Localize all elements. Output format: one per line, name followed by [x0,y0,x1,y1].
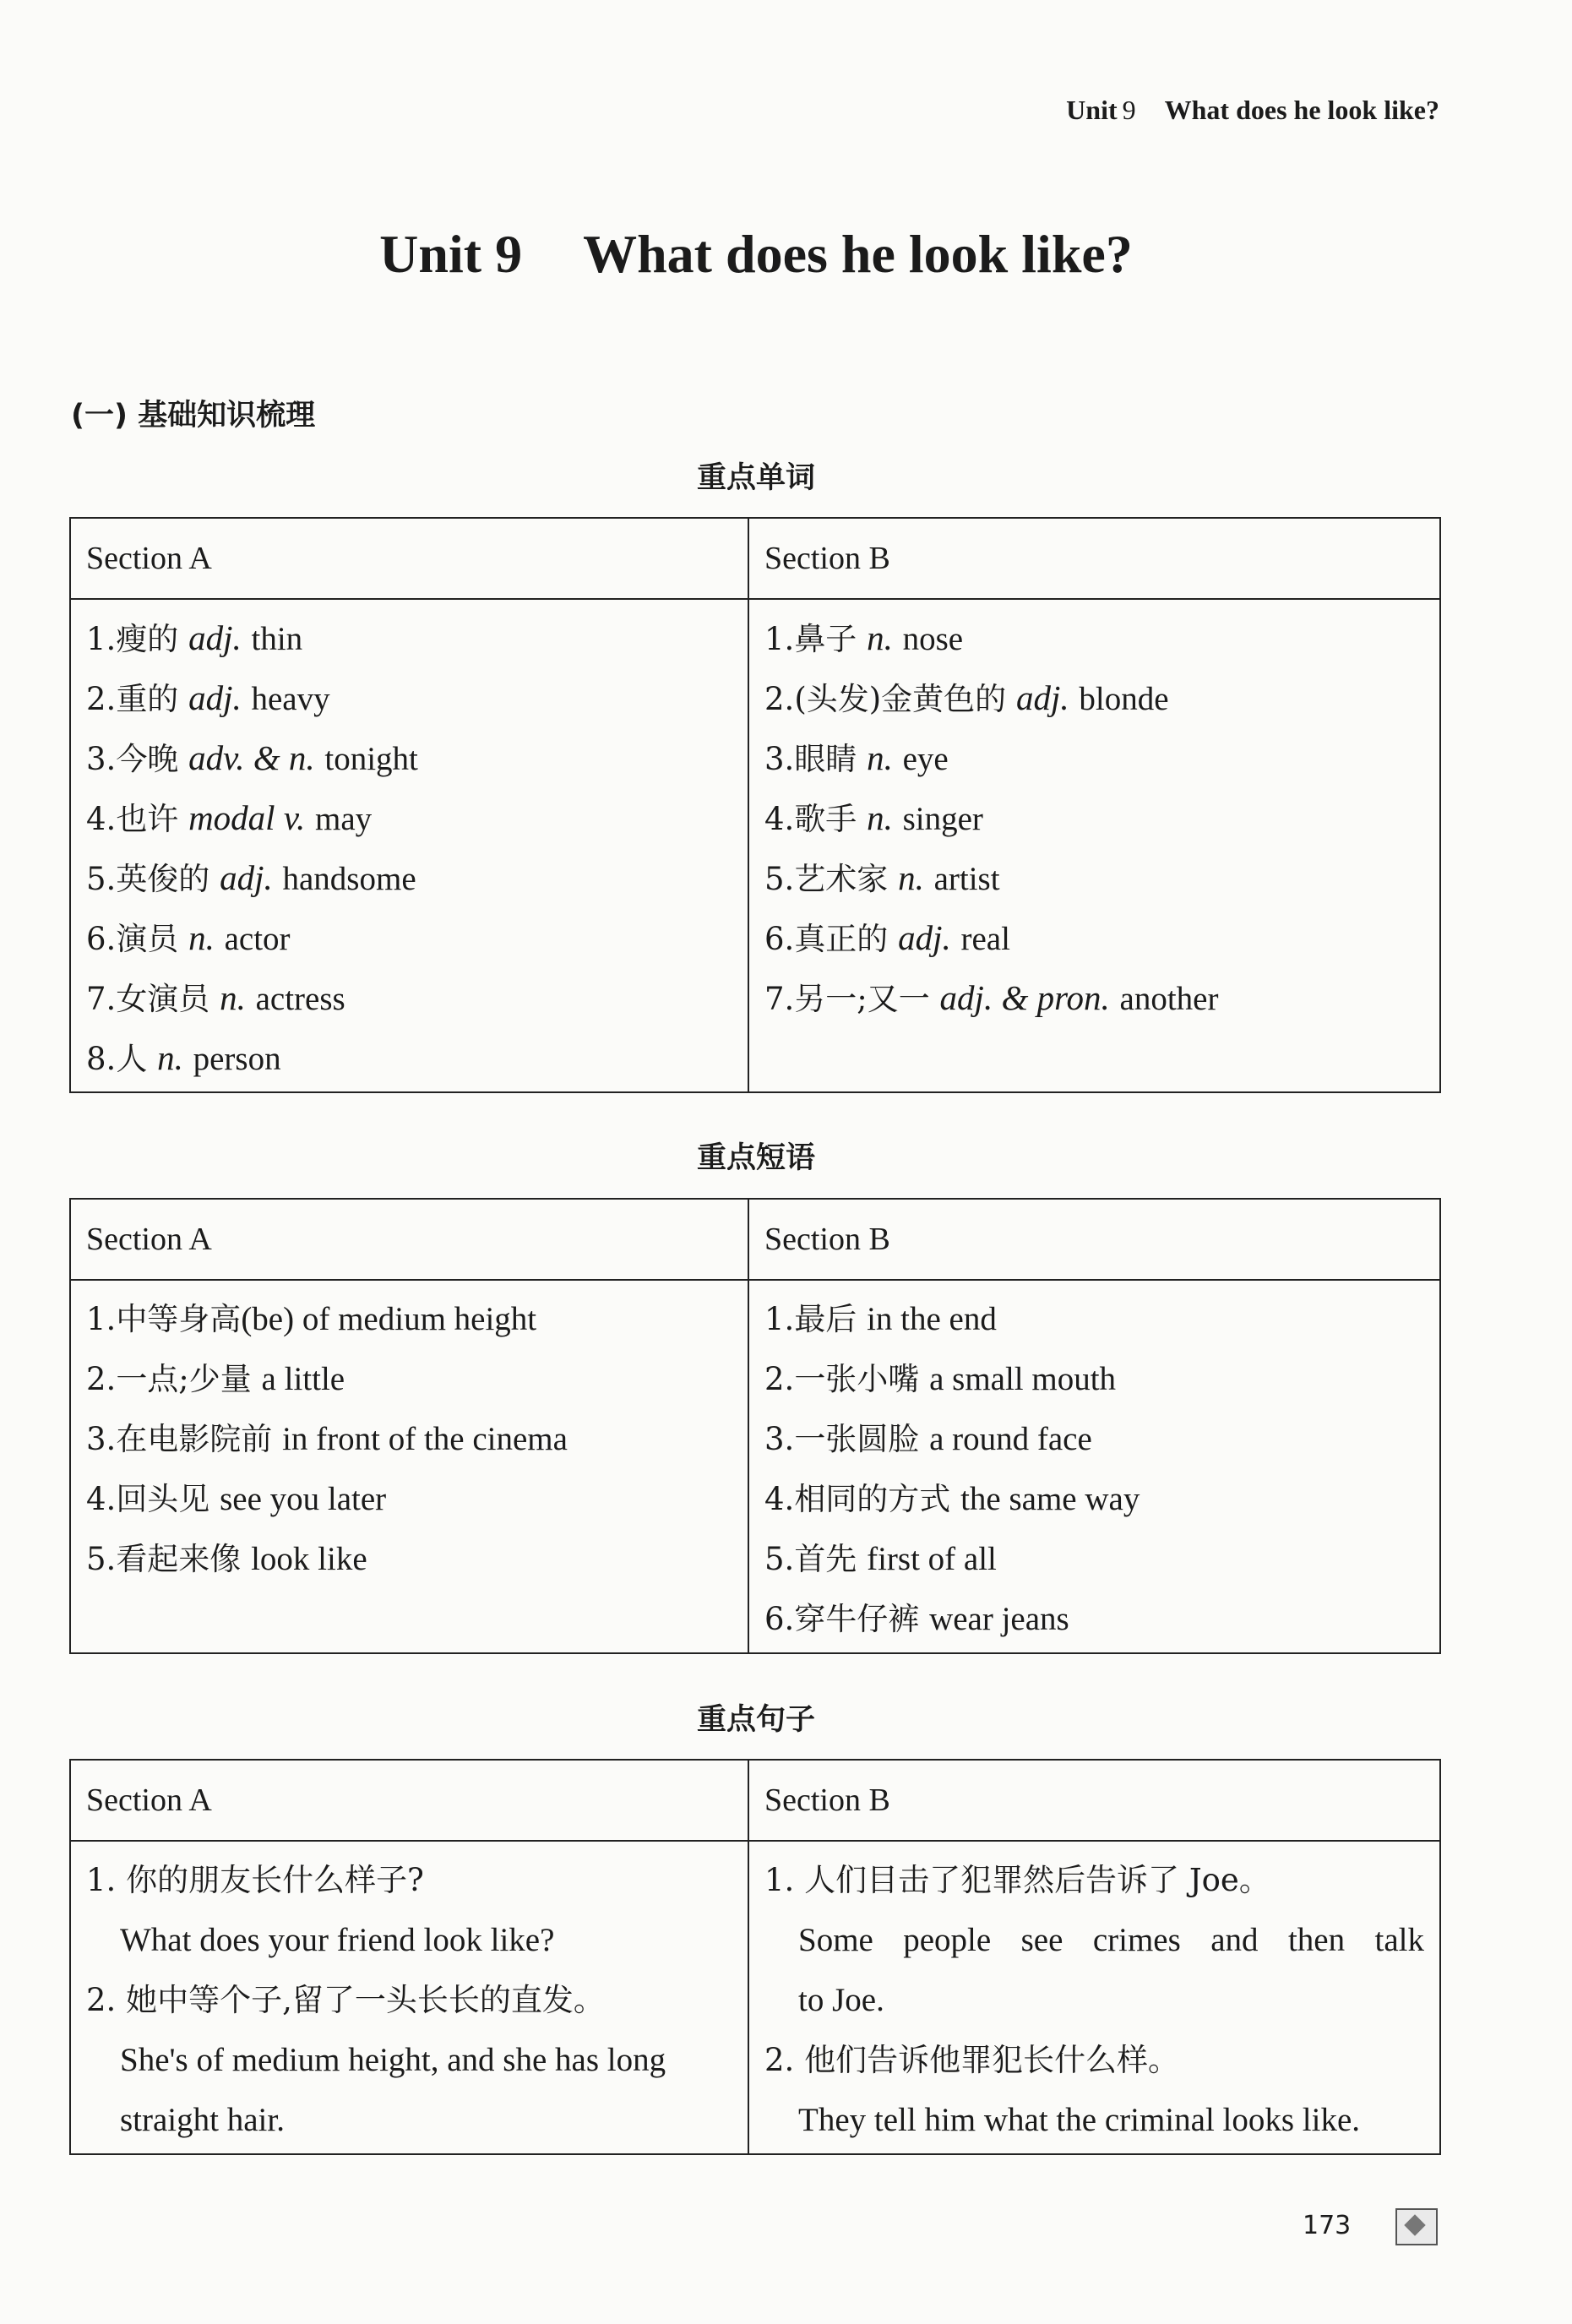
key-words-section-a [70,599,748,1092]
sentence-en: straight hair. [120,2102,285,2138]
list-item: 5.首先 first of all [764,1541,997,1577]
key-phrases-table [69,1198,1441,1654]
list-item: 1.中等身高(be) of medium height [86,1301,537,1337]
list-item: 3.一张圆脸 a round face [764,1421,1092,1457]
key-phrases-header-a: Section A [70,1199,748,1280]
key-phrases-section-a [70,1280,748,1653]
sentence-cn: 2. 她中等个子,留了一头长长的直发。 [86,1982,605,2018]
list-item: 4.回头见 see you later [86,1481,387,1517]
list-item: 3.眼睛 n. eye [764,738,949,777]
key-words-header-b: Section B [748,518,1440,599]
list-item: 1.鼻子 n. nose [764,618,964,657]
section-heading: (一) 基础知识梳理 [71,399,316,433]
list-item: 4.相同的方式 the same way [764,1481,1140,1517]
list-item: 8.人 n. person [86,1038,281,1077]
sentence-en: to Joe. [798,1982,884,2018]
list-item: 6.真正的 adj. real [764,918,1010,957]
word: then [1287,1922,1346,1958]
list-item: 2.重的 adj. heavy [86,678,330,717]
sentence-cn: 1. 人们目击了犯罪然后告诉了 Joe。 [764,1862,1270,1898]
list-item: 2.一张小嘴 a small mouth [764,1361,1117,1397]
list-item: 7.另一;又一 adj. & pron. another [764,978,1219,1017]
running-head-unit-number: 9 [1122,95,1136,125]
list-item: 6.演员 n. actor [86,918,291,957]
list-item: 1.瘦的 adj. thin [86,618,303,657]
list-item: 5.英俊的 adj. handsome [86,858,416,897]
sentence-en: She's of medium height, and she has long [120,2042,666,2078]
diamond-icon [1395,2208,1438,2245]
list-item: 4.歌手 n. singer [764,798,983,837]
word: talk [1374,1922,1424,1958]
running-head [1066,95,1439,126]
key-words-title: 重点单词 [696,461,815,495]
sentence-en: What does your friend look like? [120,1922,555,1958]
key-sentences-section-a [70,1841,748,2154]
running-head-unit-label: Unit [1066,95,1118,125]
list-item: 7.女演员 n. actress [86,978,345,1017]
key-words-header-a: Section A [70,518,748,599]
list-item: 6.穿牛仔裤 wear jeans [764,1601,1069,1637]
word: Some [798,1922,873,1958]
key-sentences-title: 重点句子 [696,1703,815,1737]
running-head-title: What does he look like? [1164,95,1439,125]
key-phrases-title: 重点短语 [696,1141,815,1175]
key-sentences-table [69,1759,1441,2155]
sentence-en: They tell him what the criminal looks like. [798,2102,1361,2138]
word: see [1020,1922,1063,1958]
sentence-cn: 2. 他们告诉他罪犯长什么样。 [764,2042,1180,2078]
key-phrases-header-b: Section B [748,1199,1440,1280]
list-item: 5.艺术家 n. artist [764,858,1000,897]
list-item: 1.最后 in the end [764,1301,997,1337]
page-title-text: What does he look like? [583,224,1133,284]
word: and [1210,1922,1259,1958]
sentence-cn: 1. 你的朋友长什么样子? [86,1862,424,1898]
word: crimes [1092,1922,1181,1958]
list-item: 2.(头发)金黄色的 adj. blonde [764,678,1169,717]
key-sentences-header-b: Section B [748,1760,1440,1841]
key-words-section-b [748,599,1440,1092]
list-item: 3.今晚 adv. & n. tonight [86,738,418,777]
word: people [903,1922,992,1958]
list-item: 5.看起来像 look like [86,1541,367,1577]
key-words-table [69,517,1441,1093]
list-item: 3.在电影院前 in front of the cinema [86,1421,568,1457]
page-number: 173 [1303,2211,1352,2240]
key-phrases-section-b [748,1280,1440,1653]
sentence-en-justified [764,1910,1424,1970]
list-item: 4.也许 modal v. may [86,798,373,837]
list-item: 2.一点;少量 a little [86,1361,345,1397]
key-sentences-section-b [748,1841,1440,2154]
page-title [0,223,1512,286]
key-sentences-header-a: Section A [70,1760,748,1841]
page-title-unit: Unit 9 [379,224,523,284]
